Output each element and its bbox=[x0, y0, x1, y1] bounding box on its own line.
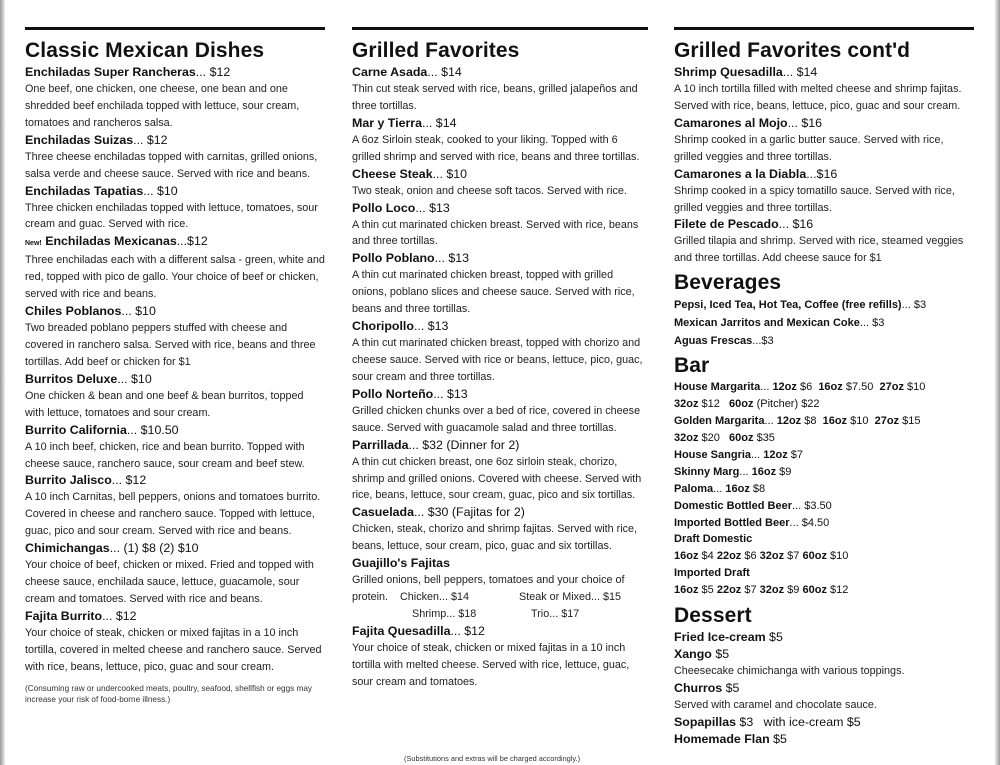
item-price: ... $10 bbox=[143, 183, 178, 198]
item-name: Casuelada bbox=[352, 505, 414, 520]
item-heading bbox=[352, 318, 648, 335]
item-description: A 10 inch tortilla filled with melted cheese and shrimp fajitas. Served with rice, beans, lettuce, pico, guac and sour cream. bbox=[674, 83, 962, 112]
item-heading bbox=[352, 200, 648, 217]
item-price: ... $12 bbox=[102, 608, 137, 623]
menu-item-list bbox=[674, 64, 974, 267]
dessert-item bbox=[674, 629, 974, 646]
dessert-price: $5 bbox=[765, 630, 783, 645]
bar-item-part: $7.50 bbox=[842, 381, 880, 394]
item-description: A 6oz Sirloin steak, cooked to your liking. Topped with 6 grilled shrimp and served with rice, beans and three tortillas. bbox=[352, 133, 640, 163]
bar-item-part: ... bbox=[739, 465, 752, 478]
item-price: ... $14 bbox=[422, 115, 457, 130]
item-heading bbox=[25, 608, 325, 625]
item-price: ... $13 bbox=[434, 251, 470, 266]
food-safety-note: (Consuming raw or undercooked meats, poultry, seafood, shellfish or eggs may increase your risk of food-borne illness.) bbox=[25, 683, 313, 704]
bar-item bbox=[674, 515, 974, 532]
item-price: ... $12 bbox=[195, 65, 231, 79]
menu-item-fajita-quesadilla bbox=[352, 623, 648, 691]
item-name: Chiles Poblanos bbox=[25, 304, 122, 319]
item-name: Burrito California bbox=[25, 422, 127, 437]
item-name: Pollo Loco bbox=[352, 200, 416, 215]
menu-item bbox=[674, 115, 974, 166]
item-name: Cheese Steak bbox=[352, 166, 433, 181]
item-price: ... $13 bbox=[413, 319, 449, 334]
item-price: ... $10.50 bbox=[126, 422, 179, 437]
item-description: Shrimp cooked in a spicy tomatillo sauce. Served with rice, grilled veggies and three tortillas. bbox=[674, 184, 955, 214]
item-name: Pollo Norteño bbox=[352, 386, 434, 401]
bar-item-part: 16oz bbox=[725, 482, 750, 495]
dessert-title: Dessert bbox=[674, 604, 752, 628]
item-name: Enchiladas Super Rancheras bbox=[25, 65, 196, 79]
bar-item-part: Imported Draft bbox=[674, 567, 750, 580]
dessert-name: Xango bbox=[674, 647, 712, 662]
item-description: Grilled onions, bell peppers, tomatoes and your choice of bbox=[352, 574, 625, 587]
dessert-heading bbox=[674, 680, 974, 697]
bar-item-part: ... $3.50 bbox=[791, 499, 832, 512]
bar-item bbox=[674, 548, 974, 565]
menu-item bbox=[352, 166, 648, 200]
item-price: ... $13 bbox=[433, 386, 468, 401]
item-description: Your choice of steak, chicken or mixed fajitas in a 10 inch tortilla with melted cheese. Served with rice, lettuce, guac, sour cream and tomatoes. bbox=[352, 641, 630, 688]
item-price: ... $12 bbox=[133, 132, 168, 147]
item-price: ... $10 bbox=[121, 304, 156, 319]
item-name: Filete de Pescado bbox=[674, 217, 779, 232]
bar-item-part: 32oz bbox=[759, 584, 785, 597]
beverage-item bbox=[674, 296, 974, 314]
item-heading bbox=[25, 64, 325, 81]
bar-item-part: $8 bbox=[749, 482, 766, 495]
menu-column-grilled-contd bbox=[674, 27, 974, 748]
bar-item bbox=[674, 481, 974, 498]
bar-item-part: 16oz bbox=[818, 381, 843, 394]
bar-item-part: ... bbox=[760, 381, 773, 394]
bar-item bbox=[674, 498, 974, 515]
dessert-heading bbox=[674, 714, 974, 731]
item-price: ... $12 bbox=[111, 473, 147, 488]
bar-item-part: Skinny Marg bbox=[674, 465, 740, 478]
item-name: Enchiladas Suizas bbox=[25, 132, 134, 147]
price-chicken: Chicken... $14 bbox=[400, 591, 470, 604]
item-heading bbox=[352, 250, 648, 267]
beverage-item bbox=[674, 314, 974, 332]
bar-item-part: $35 bbox=[753, 431, 775, 444]
menu-item bbox=[25, 371, 325, 422]
bar-item-part: $6 bbox=[796, 381, 819, 394]
item-description: One beef, one chicken, one cheese, one bean and one shredded beef enchilada topped with lettuce, sour cream, tomatoes and rancheros salsa. bbox=[25, 83, 300, 129]
menu-item bbox=[352, 64, 648, 115]
bar-item-part: $4 bbox=[698, 550, 717, 563]
dessert-name: Sopapillas bbox=[674, 714, 736, 729]
bar-item-part: $10 bbox=[826, 550, 849, 563]
bar-item-part: ... $4.50 bbox=[789, 516, 830, 529]
menu-item bbox=[674, 64, 974, 115]
dessert-price: $5 bbox=[769, 731, 787, 746]
menu-item bbox=[352, 115, 648, 166]
bar-item bbox=[674, 565, 974, 582]
bar-item-part: $12 bbox=[698, 398, 730, 411]
beverage-item bbox=[674, 332, 974, 350]
beverage-price: ...$3 bbox=[752, 335, 774, 348]
item-description: One chicken & bean and one beef & bean burritos, topped with lettuce, tomatoes and sour cream. bbox=[25, 389, 304, 419]
item-name: Chimichangas bbox=[25, 541, 110, 556]
menu-item bbox=[25, 132, 325, 183]
item-name: Fajita Quesadilla bbox=[352, 623, 451, 638]
item-description: Thin cut steak served with rice, beans, grilled jalapeños and three tortillas. bbox=[352, 83, 638, 112]
item-heading bbox=[25, 540, 325, 557]
bar-item-part: $12 bbox=[826, 584, 849, 597]
menu-item bbox=[25, 233, 325, 303]
bar-item-part: $15 bbox=[899, 415, 921, 428]
item-heading bbox=[25, 371, 325, 388]
dessert-list bbox=[674, 629, 974, 748]
protein-label: protein. bbox=[352, 591, 389, 604]
item-price: ...$16 bbox=[806, 166, 838, 181]
dessert-price: $5 bbox=[722, 680, 740, 695]
bar-item-part: 16oz bbox=[822, 415, 848, 428]
item-name: Carne Asada bbox=[352, 65, 428, 79]
dessert-name: Homemade Flan bbox=[674, 731, 770, 746]
menu-item bbox=[25, 540, 325, 608]
bar-item-part: $7 bbox=[741, 584, 760, 597]
menu-item bbox=[352, 437, 648, 505]
price-shrimp: Shrimp... $18 bbox=[412, 607, 477, 620]
bar-item-part: $7 bbox=[784, 550, 803, 563]
item-price: ... $16 bbox=[787, 115, 823, 130]
beverages-title: Beverages bbox=[674, 271, 782, 295]
bar-item bbox=[674, 430, 974, 447]
menu-item bbox=[25, 64, 325, 132]
dessert-item bbox=[674, 714, 974, 731]
item-description: Grilled chicken chunks over a bed of rice, covered in cheese sauce. Served with guacamole salad and three tortillas. bbox=[352, 404, 641, 434]
item-name: Camarones al Mojo bbox=[674, 115, 788, 130]
item-name: Camarones a la Diabla bbox=[674, 166, 807, 181]
bar-item bbox=[674, 379, 974, 396]
item-description: Your choice of beef, chicken or mixed. Fried and topped with cheese sauce, enchilada sauce, lettuce, guacamole, sour cream and tomatoes. Served with rice and beans. bbox=[25, 559, 314, 605]
bar-item-part: $9 bbox=[776, 465, 792, 478]
bar-item bbox=[674, 447, 974, 464]
bar-item-part: 16oz bbox=[674, 584, 699, 597]
bar-item-part: 60oz bbox=[729, 431, 754, 444]
bar-item-part: 12oz bbox=[763, 448, 788, 461]
item-heading bbox=[25, 472, 325, 489]
bar-item bbox=[674, 582, 974, 599]
bar-item-part: $9 bbox=[784, 584, 803, 597]
bar-item-part: 60oz bbox=[802, 584, 827, 597]
menu-column-grilled bbox=[352, 27, 648, 691]
menu-item bbox=[25, 472, 325, 540]
section-title: Grilled Favorites cont'd bbox=[674, 39, 911, 62]
dessert-heading bbox=[674, 629, 974, 646]
item-heading bbox=[25, 303, 325, 320]
bar-item-part: Imported Bottled Beer bbox=[674, 516, 790, 529]
bar-item-part: 60oz bbox=[729, 398, 754, 411]
item-name: Burrito Jalisco bbox=[25, 473, 112, 488]
bar-title: Bar bbox=[674, 354, 710, 378]
item-heading bbox=[674, 166, 974, 183]
bar-item-part: $7 bbox=[787, 448, 804, 461]
item-heading bbox=[674, 216, 974, 233]
item-description: A thin cut marinated chicken breast, topped with chorizo and cheese sauce. Served with rice or beans, lettuce, pico, guac, sour cream and three tortillas. bbox=[352, 337, 643, 383]
item-name: Choripollo bbox=[352, 319, 414, 334]
item-price: ... (1) $8 (2) $10 bbox=[109, 541, 199, 556]
dessert-item bbox=[674, 646, 974, 680]
menu-item bbox=[352, 386, 648, 437]
beverage-name: Pepsi, Iced Tea, Hot Tea, Coffee (free refills) bbox=[674, 299, 902, 312]
price-trio: Trio... $17 bbox=[531, 607, 580, 620]
bar-item-part: $6 bbox=[741, 550, 760, 563]
menu-column-classic bbox=[25, 27, 325, 705]
bar-item bbox=[674, 396, 974, 413]
item-price: ... $32 (Dinner for 2) bbox=[408, 437, 520, 452]
bar-item-part: (Pitcher) $22 bbox=[753, 398, 820, 411]
bar-item-part: 12oz bbox=[776, 415, 802, 428]
beverage-price: ... $3 bbox=[901, 299, 927, 312]
bar-item-part: $8 bbox=[801, 415, 823, 428]
menu-item bbox=[25, 303, 325, 371]
bar-item bbox=[674, 413, 974, 430]
item-description: Grilled tilapia and shrimp. Served with rice, steamed veggies and three tortillas. Add cheese sauce for $1 bbox=[674, 235, 964, 265]
dessert-name: Churros bbox=[674, 680, 723, 695]
substitutions-note: (Substitutions and extras will be charged accordingly.) bbox=[404, 754, 581, 763]
bar-item-part: ... bbox=[764, 415, 777, 428]
bar-item-part: $20 bbox=[698, 431, 730, 444]
menu-item-guajillo-fajitas bbox=[352, 555, 648, 623]
bar-item-part: Domestic Bottled Beer bbox=[674, 499, 792, 512]
new-badge: New! bbox=[25, 240, 42, 248]
bar-item-part: Paloma bbox=[674, 482, 714, 495]
dessert-description: Served with caramel and chocolate sauce. bbox=[674, 698, 877, 711]
item-heading bbox=[352, 386, 648, 403]
menu-item bbox=[25, 183, 325, 234]
item-price: ... $12 bbox=[450, 623, 485, 638]
menu-item bbox=[674, 216, 974, 267]
menu-item-list bbox=[352, 64, 648, 555]
bar-item-part: 60oz bbox=[802, 550, 827, 563]
menu-item bbox=[25, 422, 325, 473]
item-price: ... $13 bbox=[415, 200, 450, 215]
item-heading bbox=[352, 115, 648, 132]
item-price: ... $14 bbox=[782, 65, 818, 79]
bar-item bbox=[674, 464, 974, 481]
price-steak-mixed: Steak or Mixed... $15 bbox=[519, 591, 622, 604]
column-rule bbox=[25, 27, 325, 30]
bar-item-part: 27oz bbox=[879, 381, 904, 394]
item-price: ... $10 bbox=[117, 371, 152, 386]
item-description: A thin cut chicken breast, one 6oz sirloin steak, chorizo, shrimp and grilled onions. Covered with cheese. Served with rice, beans, lettuce, sour cream, guac, pico and six tortillas. bbox=[352, 455, 642, 502]
bar-item-part: $10 bbox=[903, 381, 926, 394]
item-price: ... $30 (Fajitas for 2) bbox=[413, 505, 525, 520]
dessert-item bbox=[674, 680, 974, 714]
dessert-heading bbox=[674, 731, 974, 748]
bar-item-part: House Sangria bbox=[674, 448, 752, 461]
bar-item-part: ... bbox=[713, 482, 726, 495]
bar-item-part: 16oz bbox=[674, 550, 699, 563]
page-edge-right bbox=[995, 0, 1000, 765]
item-name: Mar y Tierra bbox=[352, 115, 423, 130]
item-heading bbox=[25, 132, 325, 149]
bar-item-part: 32oz bbox=[759, 550, 785, 563]
bar-item-part: 27oz bbox=[874, 415, 900, 428]
item-name: Guajillo's Fajitas bbox=[352, 556, 450, 571]
bar-item-part: ... bbox=[751, 448, 764, 461]
item-description: Shrimp cooked in a garlic butter sauce. Served with rice, grilled veggies and three tortillas. bbox=[674, 133, 944, 163]
item-price: ...$12 bbox=[176, 234, 208, 249]
dessert-price: $3 with ice-cream $5 bbox=[735, 714, 861, 729]
item-name: Parrillada bbox=[352, 437, 409, 452]
beverage-price: ... $3 bbox=[859, 317, 885, 330]
dessert-description: Cheesecake chimichanga with various toppings. bbox=[674, 665, 905, 678]
beverage-name: Mexican Jarritos and Mexican Coke bbox=[674, 317, 860, 330]
menu-item bbox=[352, 250, 648, 318]
bar-list bbox=[674, 379, 974, 599]
bar-item-part: 12oz bbox=[772, 381, 797, 394]
item-description: Three enchiladas each with a different salsa - green, white and red, topped with pico de gallo. Your choice of beef or chicken, served with rice and beans. bbox=[25, 254, 325, 301]
item-price: ... $14 bbox=[427, 65, 462, 79]
item-heading bbox=[25, 183, 325, 200]
item-name: Burritos Deluxe bbox=[25, 371, 118, 386]
bar-item-part: Draft Domestic bbox=[674, 533, 753, 546]
item-price: ... $16 bbox=[778, 217, 814, 232]
bar-item-part: 32oz bbox=[674, 398, 699, 411]
item-heading bbox=[674, 64, 974, 81]
item-description: Chicken, steak, chorizo and shrimp fajitas. Served with rice, beans, lettuce, sour cream, pico, guac and six tortillas. bbox=[352, 523, 638, 553]
item-heading bbox=[674, 115, 974, 132]
bar-item-part: 22oz bbox=[716, 584, 742, 597]
page-edge-left bbox=[0, 0, 5, 765]
item-heading bbox=[25, 233, 325, 252]
bar-item-part: $10 bbox=[847, 415, 875, 428]
item-description: A 10 inch beef, chicken, rice and bean burrito. Topped with cheese sauce, ranchero sauce, sour cream and beef stew. bbox=[25, 440, 305, 470]
item-price: ... $10 bbox=[432, 166, 468, 181]
item-description: A 10 inch Carnitas, bell peppers, onions and tomatoes burrito. Covered in cheese and ranchero sauce. Topped with lettuce, guac, pico and sour cream. Served with rice and beans. bbox=[25, 491, 321, 538]
bar-item-part: Golden Margarita bbox=[674, 415, 765, 428]
item-description: Two breaded poblano peppers stuffed with cheese and covered in ranchero salsa. Served with rice, beans and three tortillas. Add beef or chicken for $1 bbox=[25, 322, 316, 368]
item-description: A thin cut marinated chicken breast. Served with rice, beans and three tortillas. bbox=[352, 218, 639, 248]
item-description: A thin cut marinated chicken breast, topped with grilled onions, poblano slices and cheese sauce. Served with rice, beans and three tortillas. bbox=[352, 269, 635, 316]
bar-item-part: 32oz bbox=[674, 431, 699, 444]
item-name: Shrimp Quesadilla bbox=[674, 65, 783, 79]
menu-item bbox=[352, 504, 648, 555]
item-heading bbox=[352, 437, 648, 454]
bar-item-part: 22oz bbox=[716, 550, 742, 563]
menu-item bbox=[25, 608, 325, 676]
section-title: Classic Mexican Dishes bbox=[25, 39, 265, 62]
dessert-item bbox=[674, 731, 974, 748]
beverage-name: Aguas Frescas bbox=[674, 335, 753, 348]
column-rule bbox=[674, 27, 974, 30]
bar-item-part: 16oz bbox=[751, 465, 777, 478]
section-title: Grilled Favorites bbox=[352, 39, 520, 62]
menu-item bbox=[674, 166, 974, 217]
menu-item bbox=[352, 200, 648, 251]
item-heading bbox=[352, 504, 648, 521]
menu-item-list bbox=[25, 64, 325, 676]
column-rule bbox=[352, 27, 648, 30]
item-description: Three chicken enchiladas topped with lettuce, tomatoes, sour cream and guac. Served with rice. bbox=[25, 201, 318, 231]
item-description: Your choice of steak, chicken or mixed fajitas in a 10 inch tortilla, covered in melted cheese and ranchero sauce. Served with rice, beans, lettuce, pico, guac and sour cream. bbox=[25, 626, 322, 673]
bar-item-part: House Margarita bbox=[674, 381, 761, 394]
item-heading bbox=[25, 422, 325, 439]
item-heading bbox=[352, 166, 648, 183]
item-heading bbox=[352, 64, 648, 81]
item-name: Pollo Poblano bbox=[352, 251, 435, 266]
menu-item bbox=[352, 318, 648, 386]
bar-item-part: $5 bbox=[698, 584, 717, 597]
item-description: Two steak, onion and cheese soft tacos. Served with rice. bbox=[352, 184, 627, 197]
beverage-list bbox=[674, 296, 974, 350]
dessert-name: Fried Ice-cream bbox=[674, 630, 766, 645]
item-name: Enchiladas Tapatias bbox=[25, 183, 144, 198]
item-description: Three cheese enchiladas topped with carnitas, grilled onions, salsa verde and cheese sauce. Served with rice and beans. bbox=[25, 150, 318, 180]
bar-item bbox=[674, 531, 974, 548]
item-name: Enchiladas Mexicanas bbox=[45, 234, 177, 249]
dessert-heading bbox=[674, 646, 974, 663]
dessert-price: $5 bbox=[711, 647, 730, 662]
item-name: Fajita Burrito bbox=[25, 608, 103, 623]
